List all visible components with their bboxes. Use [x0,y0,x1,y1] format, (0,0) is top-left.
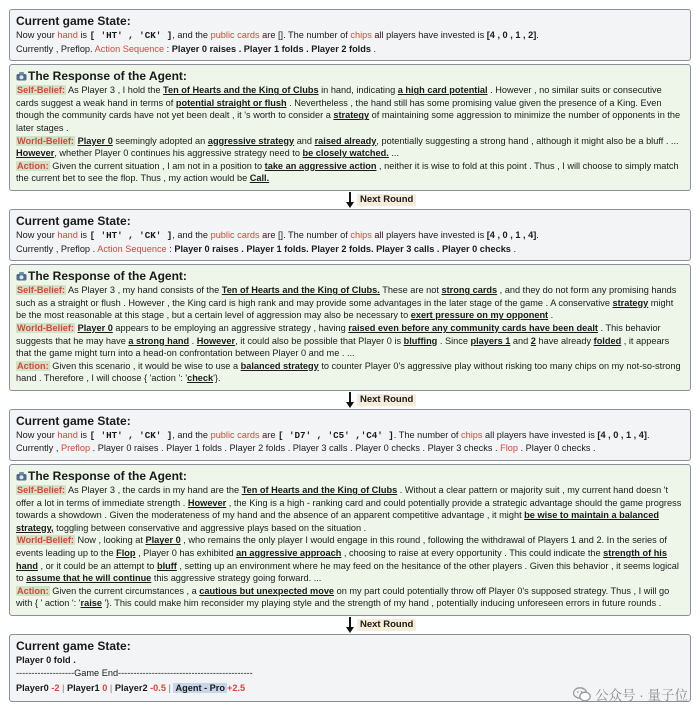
emphasis-text: cautious but unexpected move [199,585,335,596]
text: Now , looking at [75,535,146,546]
self-belief-label: Self-Belief: [17,485,65,496]
game-state-hand-line [16,429,684,443]
self-belief-label: Self-Belief: [17,285,65,296]
emphasis-text: strong cards [441,285,498,296]
game-state-hand-line [16,229,684,243]
self-belief [16,84,684,134]
text: . [536,229,539,240]
text: The Response of the Agent: [28,269,187,284]
text: Now your [16,429,58,440]
action [16,360,684,385]
action [16,160,684,185]
public-cards-keyword: public cards [210,229,260,240]
watermark [573,684,688,704]
world-belief-text [16,323,669,358]
text: Given this scenario , it would be wise to use a [49,360,241,371]
hand-keyword: hand [57,30,78,40]
emphasis-text: bluffing [403,335,438,346]
robot-icon [16,471,27,481]
emphasis-text: a high card potential [397,85,488,96]
text: seemingly adopted an [112,135,208,146]
text: . Nevertheless , the hand still has some promising value given the presence of a King. Even though the community cards have not yet been dealt , it 's worth to consider a [16,97,662,121]
text: '}. [213,373,221,384]
chips-value: [4 , 0 , 1 , 2] [486,30,537,40]
emphasis-text: Player 0 [77,135,113,146]
self-belief-text [16,485,681,533]
watermark-text: 公众号 · 量子位 [595,688,688,703]
emphasis-text: potential straight or flush [175,97,287,108]
action-label: Action: [17,360,49,371]
world-belief-label: World-Belief: [17,322,74,333]
score-player0-value: -2 [51,683,60,694]
next-round-connector [9,391,691,409]
self-belief-text [16,85,680,133]
text: , and the [172,429,211,440]
agent-response-round-1 [9,64,691,191]
text: : [164,43,172,54]
text: . [189,335,197,346]
text: The Response of the Agent: [28,469,187,484]
world-belief-label: World-Belief: [17,535,74,546]
world-belief-text [16,535,679,583]
text: , Player 0 has exhibited [135,548,237,559]
emphasis-text: raised even before any community cards have been dealt [348,322,598,333]
score-separator: | [62,683,65,694]
text: , or it could be an attempt to [37,560,157,571]
text: The Response of the Agent: [28,69,187,84]
emphasis-text: an aggressive approach [236,548,342,559]
game-state-round-3 [9,409,691,461]
emphasis-text: balanced strategy [240,360,319,371]
text: . Player 0 checks . [518,443,596,454]
text: might be the most reasonable at this stage , but a certain level of aggression may also be necessary to [16,297,674,321]
text: As Player 3 , my hand consists of the [66,285,222,296]
game-state-sequence-line [16,43,684,56]
text: are [259,429,278,440]
self-belief-label: Self-Belief: [17,85,65,96]
text: all players have invested is [371,30,487,40]
game-state-hand-line [16,29,684,43]
text: ... [388,148,400,159]
chips-keyword: chips [350,30,372,40]
score-player1-value: 0 [102,683,108,694]
emphasis-text: take an aggressive action [264,160,377,171]
text: , who remains the only player I would engage in this round , following the withdrawal of Players 1 and 2. In the series of events leading up to the [16,535,667,559]
emphasis-text: Flop [116,548,136,559]
text: , it appears that the game might turn into a head-on confrontation between Player 0 and me . ... [16,335,670,359]
self-belief-text [16,285,676,320]
text: in hand, indicating [318,85,398,96]
text: are [259,30,278,40]
preflop-keyword: Preflop [60,443,91,454]
action-sequence-value: Player 0 raises . Player 1 folds . Player 2 folds [171,43,371,54]
world-belief [16,534,684,584]
game-state-title: Current game State: [16,639,131,653]
emphasis-text: strength of his hand [16,548,667,571]
score-agent-name: Agent - Pro [175,683,225,694]
public-cards-keyword: public cards [210,30,260,40]
emphasis-text: aggressive strategy [207,135,295,146]
chips-value: [4 , 0 , 1 , 4] [486,229,537,240]
emphasis-text: Player 0 [77,322,113,333]
text: . The number of [283,30,351,40]
score-agent-value: +2.5 [227,683,246,694]
text: . The number of [283,229,351,240]
emphasis-text: bluff [156,560,177,571]
text: : [166,243,175,254]
text: . [90,443,98,454]
hand-value: [ 'HT' , 'CK' ] [89,229,173,241]
text: and [510,335,531,346]
emphasis-text: a strong hand [128,335,190,346]
arrow-head [346,627,354,633]
emphasis-text: raise [80,598,102,609]
action-text [16,586,669,609]
text: of maintaining some aggression to minimize the number of opponents in the later stages . [16,110,681,133]
emphasis-text: be closely watched. [302,148,389,159]
text: . [370,43,377,54]
text: appears to be employing an aggressive strategy , having [112,322,349,333]
text: As Player 3 , I hold the [66,85,164,96]
action-sequence-keyword: Action Sequence [97,243,167,254]
emphasis-text: assume that he will continue [26,573,152,584]
text: , choosing to raise at every opportunity . This could indicate the [341,548,604,559]
text: , it could also be possible that Player 0 is [235,335,404,346]
agent-response-round-3 [9,464,691,616]
text: '}. This could make him reconsider my playing style and the strength of my hand , potentially inducing unforeseen errors in future rounds . [101,598,662,609]
score-separator: | [109,683,113,694]
action-label: Action: [17,585,49,596]
public-cards-value: [] [278,30,284,40]
emphasis-text: However [196,335,236,346]
public-cards-value: [] [278,229,284,240]
text: Currently , Preflop. [16,43,95,54]
next-round-label: Next Round [357,194,416,206]
emphasis-text: Call. [249,173,270,184]
chips-keyword: chips [350,229,372,240]
text: Given the current situation , I am not in a position to [49,160,265,171]
text: Currently , [16,443,61,454]
hand-keyword: hand [57,229,78,240]
agent-response-title [16,469,684,483]
hand-value: [ 'HT' , 'CK' ] [89,429,173,441]
emphasis-text: be wise to maintain a balanced strategy, [16,510,659,533]
game-state-round-2 [9,209,691,261]
text: Given the current circumstances , a [49,585,200,596]
chips-value: [4 , 0 , 1 , 4] [597,429,647,440]
text: . This behavior suggests that he may have [16,322,661,346]
text: As Player 3 , the cards in my hand are the [66,485,242,496]
next-round-label: Next Round [357,394,416,406]
text: is [77,429,90,440]
action-sequence-value: Player 0 raises . Player 1 folds. Player 2 folds. Player 3 calls . Player 0 checks [174,243,511,254]
action-text [16,361,681,384]
text: , potentially suggesting a strong hand , although it might also be a bluff . ... [376,135,679,146]
game-log [9,9,691,702]
text: . [548,310,554,321]
text: , and the [172,229,211,240]
text: . Without a clear pattern or majority suit , my current hand doesn 't offer a lot in terms of immediate strength . [16,485,669,508]
text: , and the [172,30,211,40]
game-state-round-1 [9,9,691,61]
emphasis-text: Ten of Hearts and the King of Clubs [163,85,319,96]
self-belief [16,484,684,534]
emphasis-text: strategy [333,110,370,121]
text: is [77,229,90,240]
score-player1-name: Player1 [66,683,100,694]
robot-icon [16,71,27,81]
wechat-icon [573,687,591,702]
agent-response-round-2 [9,264,691,391]
chips-keyword: chips [461,429,483,440]
hand-keyword: hand [57,429,78,440]
text: and [294,135,315,146]
game-state-sequence-line [16,442,684,455]
action-sequence-keyword: Action Sequence [94,43,165,54]
text: Now your [16,30,58,40]
world-belief [16,322,684,360]
text: . [536,30,539,40]
action-text [16,161,679,184]
text: , the King is a high - ranking card and could potentially provide a strategic advantage should the game progress towards a showdown . Given the moderateness of my hand and the absence of an apparent competitive advantage , it might [16,497,682,521]
game-end-line: -------------------Game End-------------------------------------------- [16,667,253,678]
action [16,585,684,610]
robot-icon [16,271,27,281]
text: Now your [16,229,58,240]
text: Currently , Preflop . [16,243,98,254]
text: have already [535,335,594,346]
world-belief [16,135,684,160]
text: . [510,243,517,254]
score-player0-name: Player0 [16,683,49,694]
score-separator: | [168,683,171,694]
text: . Since [437,335,471,346]
agent-response-title [16,269,684,283]
emphasis-text: check [187,373,214,384]
emphasis-text: However [187,497,227,508]
agent-response-title [16,69,684,83]
text: . The number of [393,429,462,440]
score-player2-name: Player2 [114,683,148,694]
game-state-title: Current game State: [16,413,131,428]
next-round-connector [9,191,691,209]
text: , and they do not form any promising hands such as a straight or flush . However , the King card is high rank and may provide some advantages in the later stage of the game . A conservative [16,285,677,308]
emphasis-text: Player 0 [145,535,181,546]
text: to counter Player 0's aggressive play without risking too many chips on my not-so-strong hand . Therefore , I will choose { 'action ': ' [16,360,681,384]
text: on my part could potentially throw off Player 0's supposed strategy. Thus , I will go with { ' action ': ' [16,585,670,609]
emphasis-text: 2 [530,335,536,346]
self-belief [16,284,684,322]
text: is [77,30,90,40]
text: toggling between conservative and aggressive plays based on the situation . [53,522,367,533]
public-cards-value: [ 'D7' , 'C5' ,'C4' ] [278,429,394,441]
action-sequence-value: Player 0 raises . Player 1 folds . Player 2 folds . Player 3 calls . Player 0 checks . Player 3 checks . [97,443,498,454]
text: These are not [379,285,442,296]
text: , whether Player 0 continues his aggressive strategy need to [54,148,303,159]
hand-value: [ 'HT' , 'CK' ] [89,30,173,41]
world-belief-text [16,136,679,159]
score-player2-value: -0.5 [150,683,166,694]
emphasis-text: Ten of Hearts and the King of Clubs. [221,285,380,296]
emphasis-text: raised already [314,135,377,146]
text: , neither it is wise to fold at this point . Thus , I will choose to simply match the current bet to see the flop. Thus , my action would be [16,160,679,184]
emphasis-text: However [16,148,55,159]
game-state-sequence-line [16,243,684,256]
emphasis-text: folded [593,335,622,346]
text: all players have invested is [371,229,487,240]
emphasis-text: Ten of Hearts and the King of Clubs [241,485,398,496]
arrow-head [346,402,354,408]
emphasis-text: strategy [612,297,649,308]
text: . However , no similar suits or consecutive cards suggest a weak hand in terms of [16,85,662,108]
text: . [646,429,650,440]
emphasis-text: exert pressure on my opponent [410,310,549,321]
game-state-title: Current game State: [16,14,131,28]
text: this aggressive strategy going forward. ... [151,573,322,584]
next-round-label: Next Round [357,619,416,631]
emphasis-text: players 1 [470,335,511,346]
public-cards-keyword: public cards [210,429,260,440]
world-belief-label: World-Belief: [17,135,74,146]
fold-line: Player 0 fold . [16,655,76,665]
text: are [259,229,278,240]
arrow-head [346,202,354,208]
text: , setting up an environment where he may feed on the hesitance of the other players . Given this behavior , it seems logical to [16,560,679,584]
flop-keyword: Flop [500,443,518,454]
text: all players have invested is [482,429,598,440]
game-state-title: Current game State: [16,213,131,228]
action-label: Action: [17,160,49,171]
next-round-connector [9,616,691,634]
